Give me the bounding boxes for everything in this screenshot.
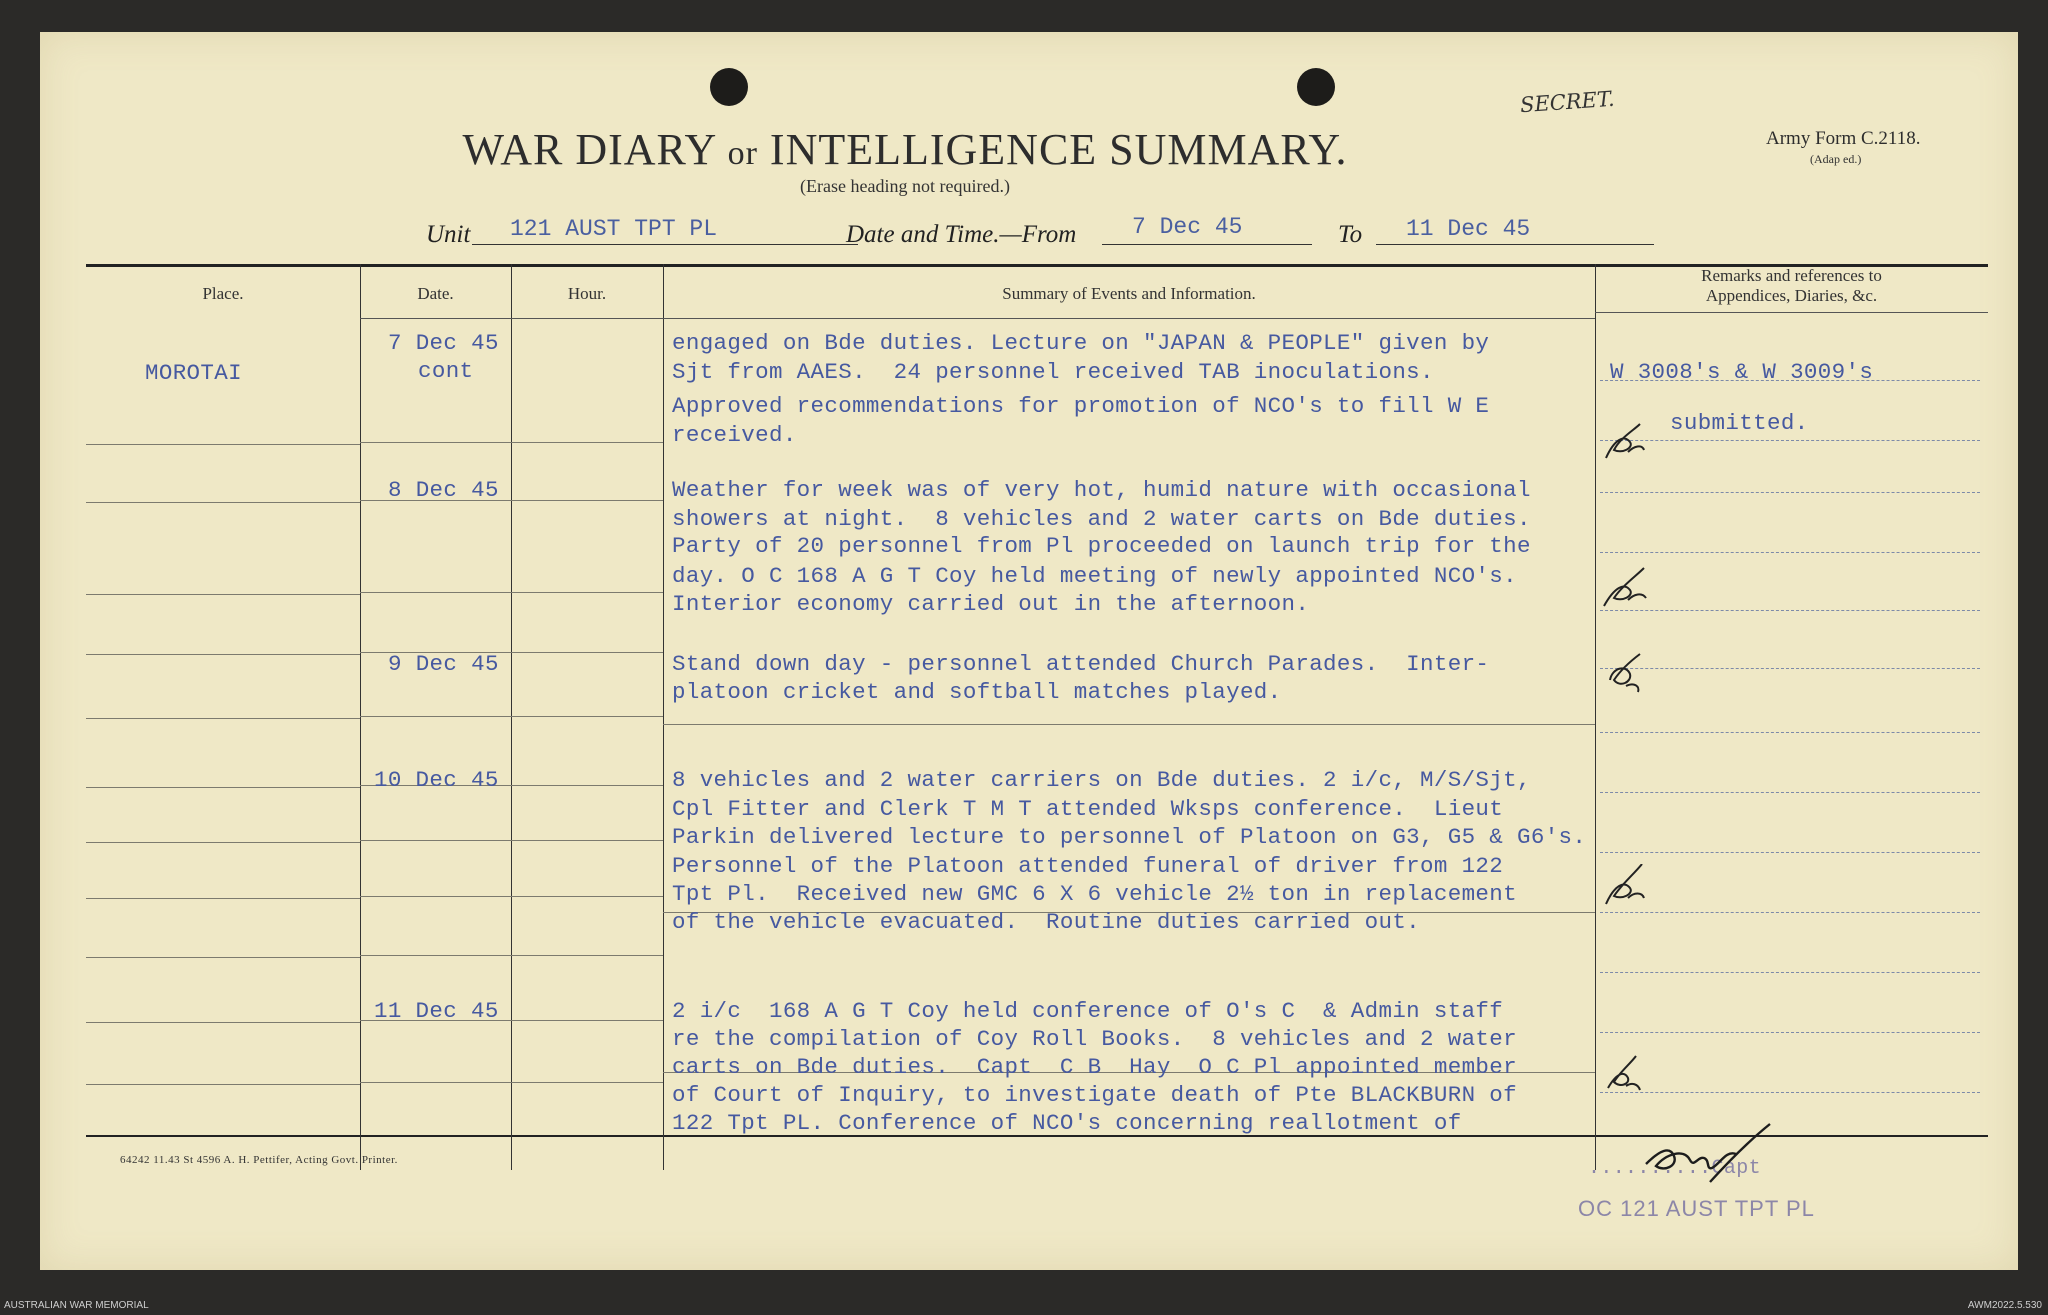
summary-line: re the compilation of Coy Roll Books. 8 vehicles and 2 water: [672, 1026, 1517, 1052]
signature-dots: ..........Capt: [1588, 1157, 1761, 1180]
dashed-ruled-line: [1600, 792, 1980, 793]
handwritten-initial: [1600, 864, 1652, 908]
handwritten-initial: [1600, 1052, 1652, 1096]
handwritten-initial: [1600, 566, 1652, 610]
dashed-ruled-line: [1600, 1032, 1980, 1033]
column-header-place: Place.: [202, 284, 244, 303]
footer-archive: AUSTRALIAN WAR MEMORIAL: [4, 1300, 149, 1311]
army-form-number: Army Form C.2118.: [1766, 128, 1921, 149]
dashed-ruled-line: [1600, 912, 1980, 913]
unit-stamp: OC 121 AUST TPT PL: [1578, 1196, 1815, 1221]
summary-line: 8 vehicles and 2 water carriers on Bde duties. 2 i/c, M/S/Sjt,: [672, 767, 1531, 793]
dashed-ruled-line: [1600, 552, 1980, 553]
subtitle: (Erase heading not required.): [800, 176, 1010, 196]
remarks-text: W 3008's & W 3009's: [1610, 359, 1874, 385]
dashed-ruled-line: [1600, 668, 1980, 669]
date-time-label: Date and Time.—From: [846, 221, 1077, 248]
to-underline: [1376, 244, 1654, 245]
page-title: [40, 124, 1770, 175]
ruled-line: [86, 1084, 360, 1085]
ruled-line: [360, 592, 663, 593]
handwritten-initial: [1600, 420, 1652, 464]
to-label: To: [1338, 221, 1363, 248]
summary-line: Interior economy carried out in the afternoon.: [672, 591, 1310, 617]
summary-line: Personnel of the Platoon attended funeral of driver from 122: [672, 853, 1504, 879]
entry-date: 7 Dec 45: [388, 330, 499, 356]
entry-date: 11 Dec 45: [374, 998, 499, 1024]
entry-date: 8 Dec 45: [388, 477, 499, 503]
place-value: MOROTAI: [145, 360, 242, 386]
dashed-ruled-line: [1600, 972, 1980, 973]
summary-line: Parkin delivered lecture to personnel of Platoon on G3, G5 & G6's.: [672, 824, 1587, 850]
summary-line: 122 Tpt PL. Conference of NCO's concerning reallotment of: [672, 1110, 1462, 1136]
ruled-line: [86, 957, 360, 958]
summary-line: 2 i/c 168 A G T Coy held conference of O's C & Admin staff: [672, 998, 1504, 1024]
summary-line: showers at night. 8 vehicles and 2 water carts on Bde duties.: [672, 506, 1531, 532]
summary-line: received.: [672, 422, 797, 448]
unit-underline: [472, 244, 858, 245]
ruled-line: [360, 840, 663, 841]
ruled-line: [360, 896, 663, 897]
column-divider: [511, 264, 512, 1170]
dashed-ruled-line: [1600, 1092, 1980, 1093]
summary-line: Cpl Fitter and Clerk T M T attended Wksps conference. Lieut: [672, 796, 1504, 822]
from-date-value: 7 Dec 45: [1132, 214, 1243, 240]
summary-line: Approved recommendations for promotion of NCO's to fill W E: [672, 393, 1490, 419]
dashed-ruled-line: [1600, 492, 1980, 493]
title-war-diary: WAR DIARY: [462, 125, 716, 174]
ruled-line: [360, 1082, 663, 1083]
footer-reference: AWM2022.5.530: [1967, 1300, 2042, 1311]
entry-date-cont: cont: [418, 358, 474, 384]
handwritten-initial: [1600, 650, 1652, 694]
summary-line: platoon cricket and softball matches played.: [672, 679, 1282, 705]
summary-line: Sjt from AAES. 24 personnel received TAB inoculations.: [672, 359, 1434, 385]
column-header-remarks: [1595, 266, 1988, 306]
ruled-line: [86, 718, 360, 719]
ruled-line: [86, 898, 360, 899]
secret-annotation: SECRET.: [1519, 86, 1616, 118]
to-date-value: 11 Dec 45: [1406, 216, 1531, 242]
handwritten-signature: [1640, 1120, 1780, 1190]
title-intelligence-summary: INTELLIGENCE SUMMARY.: [769, 125, 1348, 174]
column-divider: [663, 264, 664, 1170]
ruled-line: [86, 594, 360, 595]
ruled-line: [663, 724, 1595, 725]
dashed-ruled-line: [1600, 610, 1980, 611]
column-header-hour: Hour.: [567, 284, 607, 303]
entry-date: 10 Dec 45: [374, 767, 499, 793]
printer-imprint: 64242 11.43 St 4596 A. H. Pettifer, Acting Govt. Printer.: [120, 1154, 398, 1166]
adap-edition: (Adap ed.): [1810, 152, 1862, 166]
summary-line: Tpt Pl. Received new GMC 6 X 6 vehicle 2½ ton in replacement: [672, 881, 1517, 907]
ruled-line: [86, 1022, 360, 1023]
war-diary-page: [40, 32, 2018, 1270]
dashed-ruled-line: [1600, 440, 1980, 441]
punch-hole: [710, 68, 748, 106]
unit-label: Unit: [426, 221, 471, 248]
entry-date: 9 Dec 45: [388, 651, 499, 677]
column-divider: [1595, 264, 1596, 1170]
dashed-ruled-line: [1600, 732, 1980, 733]
ruled-line: [86, 787, 360, 788]
summary-line: Weather for week was of very hot, humid nature with occasional: [672, 477, 1531, 503]
summary-line: of Court of Inquiry, to investigate death of Pte BLACKBURN of: [672, 1082, 1517, 1108]
ruled-line: [86, 842, 360, 843]
column-divider: [360, 264, 361, 1170]
summary-line: Stand down day - personnel attended Church Parades. Inter-: [672, 651, 1490, 677]
summary-line: of the vehicle evacuated. Routine duties carried out.: [672, 909, 1421, 935]
unit-value: 121 AUST TPT PL: [510, 216, 718, 242]
ruled-line: [86, 502, 360, 503]
remarks-header-line-2: Appendices, Diaries, &c.: [1705, 286, 1878, 305]
punch-hole: [1297, 68, 1335, 106]
summary-line: carts on Bde duties. Capt C B Hay O C Pl appointed member: [672, 1054, 1517, 1080]
summary-line: day. O C 168 A G T Coy held meeting of newly appointed NCO's.: [672, 563, 1517, 589]
ruled-line: [360, 955, 663, 956]
ruled-line: [360, 442, 663, 443]
ruled-line: [86, 444, 360, 445]
dashed-ruled-line: [1600, 852, 1980, 853]
summary-line: Party of 20 personnel from Pl proceeded on launch trip for the: [672, 533, 1531, 559]
remarks-text: submitted.: [1670, 410, 1809, 436]
from-underline: [1102, 244, 1312, 245]
column-header-summary: Summary of Events and Information.: [1002, 284, 1256, 303]
ruled-line: [360, 716, 663, 717]
header-underline: [360, 318, 1595, 319]
title-or: or: [727, 135, 758, 172]
column-header-date: Date.: [417, 284, 454, 303]
header-underline: [1595, 312, 1988, 313]
ruled-line: [86, 654, 360, 655]
remarks-header-line-1: Remarks and references to: [1701, 266, 1882, 285]
summary-line: engaged on Bde duties. Lecture on "JAPAN & PEOPLE" given by: [672, 330, 1490, 356]
